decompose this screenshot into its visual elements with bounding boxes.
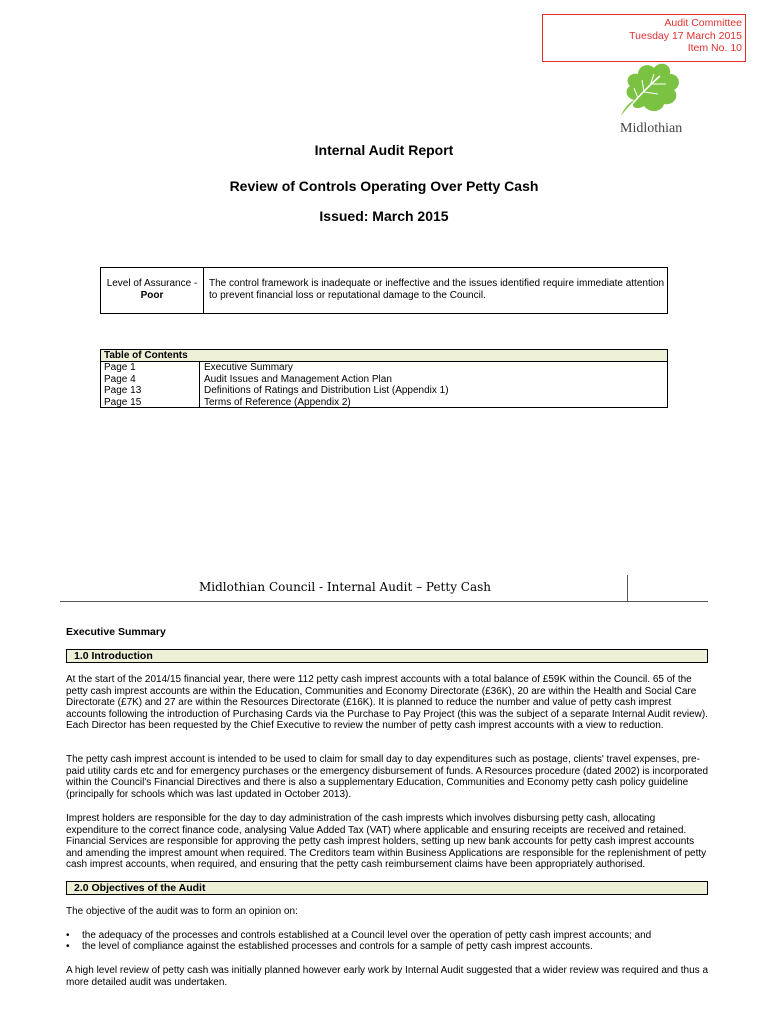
midlothian-leaf-logo bbox=[614, 58, 684, 120]
bullet-text: the adequacy of the processes and controls established at a Council level over the operation of petty cash imprest accounts; and bbox=[82, 930, 652, 941]
toc-item: Definitions of Ratings and Distribution List (Appendix 1) bbox=[204, 385, 449, 396]
bullet-icon: • bbox=[66, 941, 70, 952]
intro-paragraph-2: The petty cash imprest account is intended to be used to claim for small day to day expenditures such as postage, clients' travel expenses, pre-paid utility cards etc and for emergency purchases or the emergency disbursement of funds. A Resources procedure (dated 2002) is incorporated within the Council's Financial Directives and there is also a supplementary Education, Communities and Economy petty cash policy guideline (principally for schools which was last updated in October 2013). bbox=[66, 754, 709, 800]
toc-header: Table of Contents bbox=[101, 350, 667, 362]
toc-item: Executive Summary bbox=[204, 362, 293, 373]
section-heading-objectives: 2.0 Objectives of the Audit bbox=[66, 881, 708, 895]
list-item bbox=[66, 930, 710, 942]
running-header: Midlothian Council - Internal Audit – Petty Cash bbox=[198, 580, 492, 594]
table-of-contents bbox=[100, 349, 668, 408]
toc-row[interactable] bbox=[101, 362, 667, 374]
report-title: Internal Audit Report bbox=[314, 142, 454, 158]
list-item bbox=[66, 941, 710, 953]
toc-row[interactable] bbox=[101, 385, 667, 397]
toc-page: Page 4 bbox=[101, 374, 200, 386]
logo-wordmark: Midlothian bbox=[620, 121, 683, 136]
bullet-text: the level of compliance against the established processes and controls for a sample of petty cash imprest accounts. bbox=[82, 941, 593, 952]
assurance-label bbox=[101, 268, 204, 313]
toc-item: Audit Issues and Management Action Plan bbox=[204, 373, 392, 385]
bullet-icon: • bbox=[66, 930, 70, 941]
intro-paragraph-3: Imprest holders are responsible for the day to day administration of the cash imprests which involves disbursing petty cash, allocating expenditure to the correct finance code, analysing Value Added Tax (VAT) where applicable and ensuring receipts are received and retained. Financial Services are responsible for approving the petty cash imprest holders, setting up new bank accounts for petty cash imprest accounts and amending the imprest amount when required. The Creditors team within Business Applications are responsible for the replenishment of petty cash imprest accounts, when required, and ensuring that the petty cash reimbursement claims have been appropriately authorised. bbox=[66, 813, 707, 870]
assurance-label-text: Level of Assurance - bbox=[106, 278, 198, 289]
toc-page: Page 13 bbox=[101, 385, 200, 397]
toc-row[interactable] bbox=[101, 374, 667, 386]
stamp-item: Item No. 10 bbox=[687, 42, 742, 54]
objectives-closing-paragraph: A high level review of petty cash was initially planned however early work by Internal Audit suggested that a wider review was required and thus a more detailed audit was undertaken. bbox=[66, 965, 709, 988]
intro-paragraph-1: At the start of the 2014/15 financial year, there were 112 petty cash imprest accounts with a total balance of £59K within the Council. 65 of the petty cash imprest accounts are within the Education, Communities and Economy Directorate (£36K), 20 are within the Health and Social Care Directorate (£7K) and 27 are within the Resources Directorate (£16K). It is planned to reduce the number and value of petty cash imprest accounts following the introduction of Purchasing Cards via the Purchase to Pay Project (this was the subject of a separate Internal Audit review). Each Director has been requested by the Chief Executive to review the number of petty cash imprest accounts with a view to reduction. bbox=[66, 674, 709, 731]
toc-page: Page 1 bbox=[101, 362, 200, 374]
issued-date: Issued: March 2015 bbox=[319, 208, 449, 224]
toc-page: Page 15 bbox=[101, 397, 200, 409]
executive-summary-heading: Executive Summary bbox=[66, 626, 166, 638]
toc-row[interactable] bbox=[101, 397, 667, 409]
header-divider bbox=[627, 575, 628, 602]
assurance-description: The control framework is inadequate or ineffective and the issues identified require immediate attention to prevent financial loss or reputational damage to the Council. bbox=[209, 278, 665, 301]
assurance-table bbox=[100, 267, 668, 314]
toc-item: Terms of Reference (Appendix 2) bbox=[204, 396, 351, 408]
agenda-stamp bbox=[542, 14, 746, 62]
review-title: Review of Controls Operating Over Petty Cash bbox=[229, 178, 539, 194]
stamp-date: Tuesday 17 March 2015 bbox=[629, 29, 742, 42]
header-rule bbox=[60, 601, 708, 602]
assurance-level: Poor bbox=[140, 290, 164, 301]
section-heading-introduction: 1.0 Introduction bbox=[66, 649, 708, 663]
stamp-committee: Audit Committee bbox=[664, 17, 742, 29]
objectives-intro: The objective of the audit was to form an opinion on: bbox=[66, 906, 298, 917]
